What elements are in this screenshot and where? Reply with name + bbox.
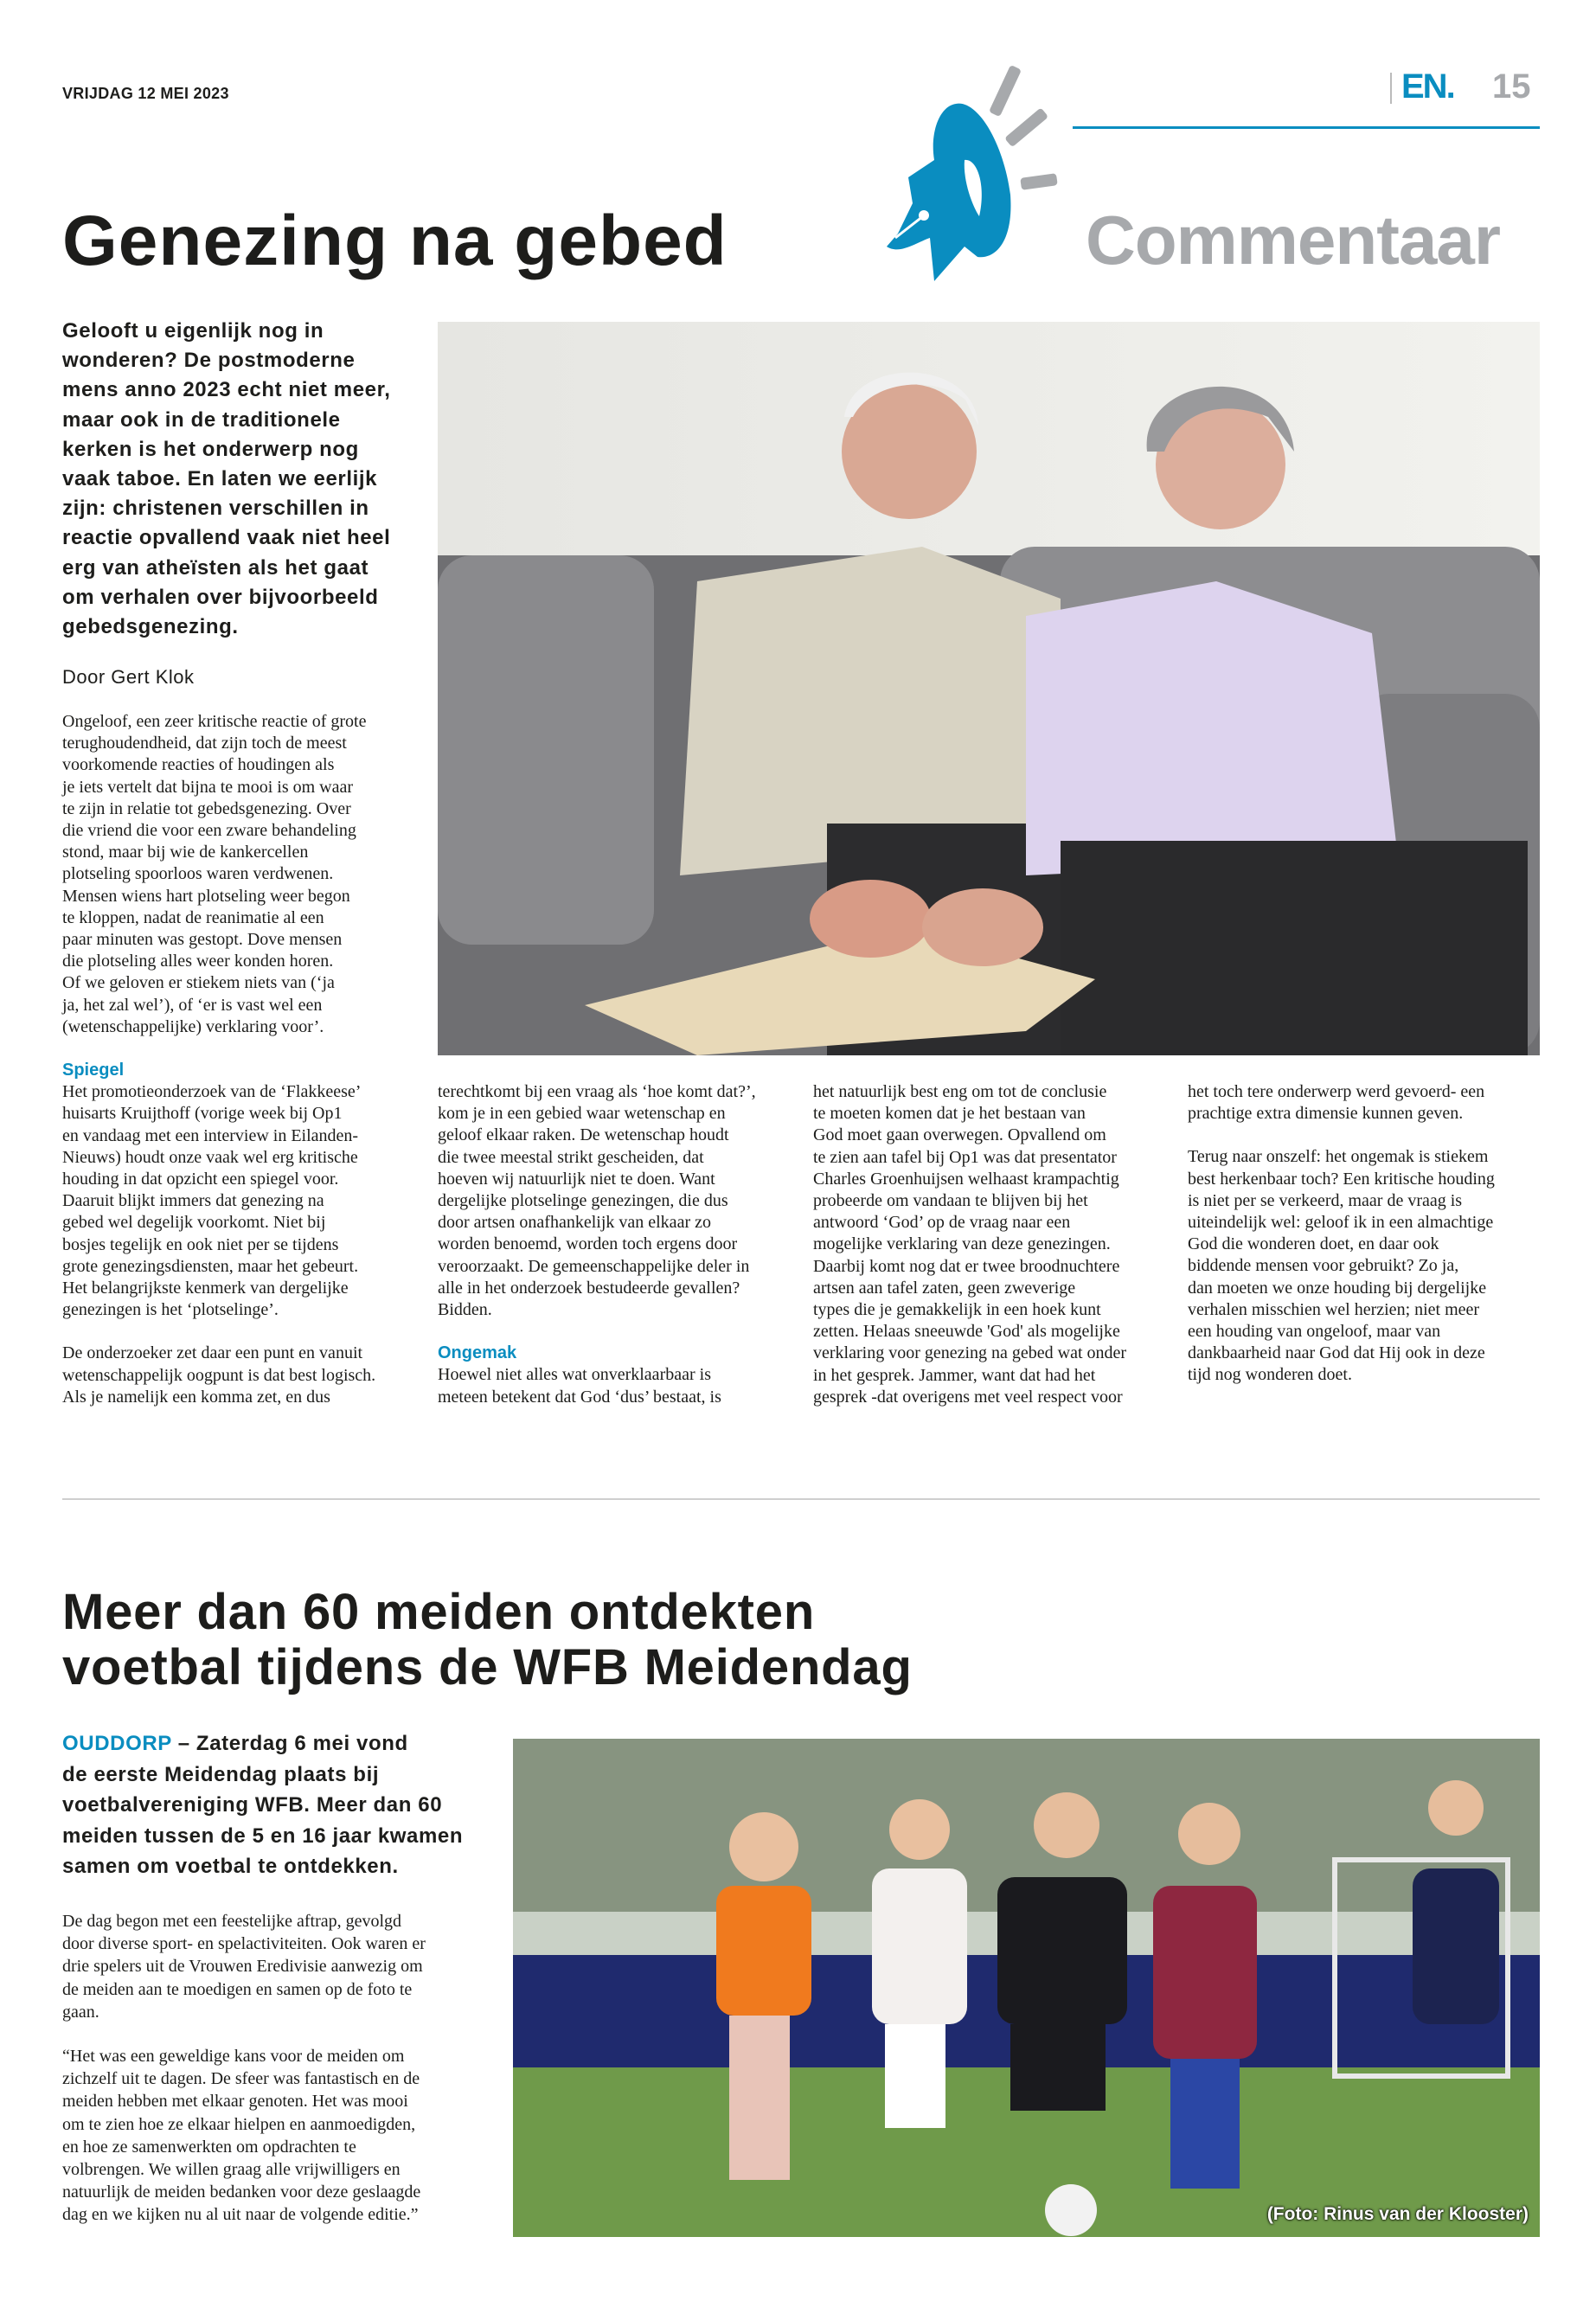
body-column-2 [438, 1081, 756, 1408]
subheading-ongemak: Ongemak [438, 1343, 517, 1363]
paragraph: De onderzoeker zet daar een punt en vanuit wetenschappelijk oogpunt is dat best logisch. Als je namelijk een komma zet, en dus [62, 1343, 376, 1407]
girls-football-photo [513, 1739, 1540, 2237]
article-body [62, 1910, 426, 2227]
paragraph: het toch tere onderwerp werd gevoerd- een prachtige extra dimensie kunnen geven. [1188, 1082, 1485, 1124]
paragraph: het natuurlijk best eng om tot de conclusie te moeten komen dat je het bestaan van God moet gaan overwegen. Opvallend om te zien aan tafel bij Op1 was dat presentator Charles Groenhuijsen welhaast krampachtig probeerde om vandaan te blijven bij het antwoord ‘God’ op de vraag naar een mogelijke verklaring van deze genezingen. Daarbij komt nog dat er twee broodnuchtere artsen aan tafel zaten, geen zweverige types die je gemakkelijk in een hoek kunt zetten. Helaas sneeuwde 'God' als mogelijke verklaring voor genezing na gebed wat onder in het gesprek. Jammer, want dat had het gesprek -dat overigens met veel respect voor [813, 1082, 1127, 1407]
article-title: Genezing na gebed [62, 202, 727, 280]
praying-couple-photo [438, 322, 1540, 1055]
paragraph: Hoewel niet alles wat onverklaarbaar is meteen betekent dat God ‘dus’ bestaat, is [438, 1365, 721, 1407]
paragraph: Het promotieonderzoek van de ‘Flakkeese’ huisarts Kruijthoff (vorige week bij Op1 en vandaag met een interview in Eilanden- Nieuws) houdt onze vaak wel erg kritische houding in dat opzicht een spiegel voor. Daaruit blijkt immers dat genezing na gebed wel degelijk voorkomt. Niet bij bosjes tegelijk en ook niet per se tijdens grote genezingsdiensten, maar het gebeurt. Het belangrijkste kenmerk van dergelijke genezingen is het ‘plotselinge’. [62, 1082, 362, 1320]
dateline: OUDDORP [62, 1732, 172, 1755]
article-lead: Gelooft u eigenlijk nog in wonderen? De postmoderne mens anno 2023 echt niet meer, maar ook in de traditionele kerken is het onderwerp nog vaak taboe. En laten we eerlijk zijn: christenen verschillen in reactie opvallend vaak niet heel erg van atheïsten als het gaat om verhalen over bijvoorbeeld gebedsgenezing. [62, 319, 391, 639]
section-title: Commentaar [1086, 202, 1501, 279]
photo-caption: (Foto: Rinus van der Klooster) [1266, 2204, 1529, 2224]
paragraph: Terug naar onszelf: het ongemak is stiekem best herkenbaar toch? Een kritische houding is niet per se verkeerd, maar de vraag is uiteindelijk wel: geloof ik in een almachtige God die wonderen doet, en daar ook biddende mensen voor gebruikt? Zo ja, dan moeten we onze houding bij dergelijke verhalen misschien wel herzien; niet meer een houding van ongeloof, maar van dankbaarheid naar God dat Hij ook in deze tijd nog wonderen doet. [1188, 1147, 1495, 1385]
body-column-3 [813, 1081, 1126, 1408]
header-rule [1073, 126, 1540, 129]
header-separator [1390, 73, 1392, 104]
body-column-1-top: Ongeloof, een zeer kritische reactie of grote terughoudendheid, dat zijn toch de meest voorkomende reacties of houdingen als je iets vertelt dat bijna te mooi is om waar te zijn in relatie tot gebedsgenezing. Over die vriend die voor een zware behandeling stond, maar bij wie de kankercellen plotseling spoorloos waren verdwenen. Mensen wiens hart plotseling weer begon te kloppen, nadat de reanimatie al een paar minuten was gestopt. Dove mensen die plotseling alles weer konden horen. Of we geloven er stiekem niets van (‘ja ja, het zal wel’), of ‘er is vast wel een (wetenschappelijke) verklaring voor’. [62, 712, 367, 1036]
paragraph: “Het was een geweldige kans voor de meiden om zichzelf uit te dagen. De sfeer was fantastisch en de meiden hebben met elkaar genoten. Het was mooi om te zien hoe ze elkaar hielpen en aanmoedigden, en hoe ze samenwerkten om opdrachten te volbrengen. We willen graag alle vrijwilligers en natuurlijk de meiden bedanken voor deze geslaagde dag en we kijken nu al uit naar de volgende editie.” [62, 2047, 421, 2225]
article-divider [62, 1498, 1540, 1500]
publication-logo: EN. [1401, 67, 1454, 106]
body-column-1 [62, 1060, 375, 1408]
lead-text: – Zaterdag 6 mei vond de eerste Meidendag plaats bij voetbalvereniging WFB. Meer dan 60 meiden tussen de 5 en 16 jaar kwamen samen om voetbal te ontdekken. [62, 1732, 464, 1878]
paragraph: terechtkomt bij een vraag als ‘hoe komt dat?’, kom je in een gebied waar wetenschap en geloof elkaar raken. De wetenschap houdt die twee meestal strikt gescheiden, dat hoeven wij natuurlijk niet te doen. Want dergelijke plotselinge genezingen, die dus door artsen onafhankelijk van elkaar zo worden benoemd, worden toch ergens door veroorzaakt. De gemeenschappelijke deler in alle in het onderzoek bestudeerde gevallen? Bidden. [438, 1082, 756, 1320]
page-number: 15 [1492, 67, 1531, 106]
article-lead [62, 1728, 463, 1882]
subheading-spiegel: Spiegel [62, 1061, 125, 1080]
body-column-4 [1188, 1081, 1495, 1387]
byline: Door Gert Klok [62, 666, 195, 688]
issue-date: VRIJDAG 12 MEI 2023 [62, 85, 229, 102]
paragraph: De dag begon met een feestelijke aftrap, gevolgd door diverse sport- en spelactiviteiten. Ook waren er drie spelers uit de Vrouwen Eredivisie aanwezig om de meiden aan te moedigen en samen op de foto te gaan. [62, 1912, 426, 2022]
article-title: Meer dan 60 meiden ontdekten voetbal tijdens de WFB Meidendag [62, 1584, 913, 1695]
